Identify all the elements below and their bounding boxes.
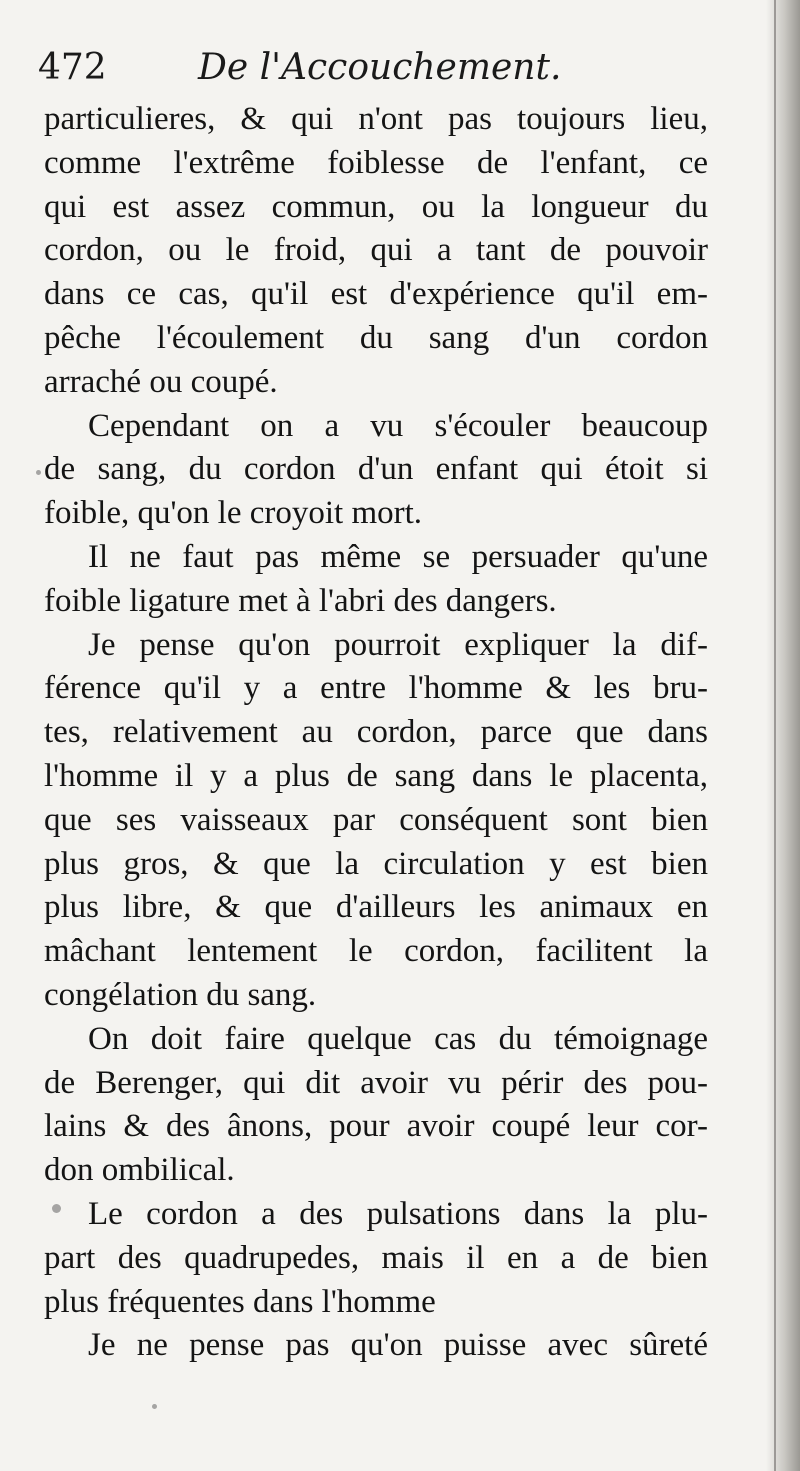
text-line: On doit faire quelque cas du témoignage — [88, 1020, 708, 1057]
text-line: lains & des ânons, pour avoir coupé leur cor- — [44, 1108, 708, 1145]
text-line: Je pense qu'on pourroit expliquer la dif- — [88, 626, 708, 663]
text-line: don ombilical. — [44, 1152, 235, 1189]
ink-speck — [52, 1204, 61, 1213]
text-line: arraché ou coupé. — [44, 363, 278, 400]
text-line: que ses vaisseaux par conséquent sont bien — [44, 801, 708, 838]
page-spine-shadow — [766, 0, 800, 1471]
text-line: qui est assez commun, ou la longueur du — [44, 188, 708, 225]
text-line: plus fréquentes dans l'homme — [44, 1283, 436, 1320]
text-line: mâchant lentement le cordon, facilitent la — [44, 933, 708, 970]
text-line: Cependant on a vu s'écouler beaucoup — [88, 407, 708, 444]
text-line: de sang, du cordon d'un enfant qui étoit si — [44, 451, 708, 488]
text-line: plus gros, & que la circulation y est bien — [44, 845, 708, 882]
text-line: plus libre, & que d'ailleurs les animaux en — [44, 889, 708, 926]
text-line: part des quadrupedes, mais il en a de bien — [44, 1239, 708, 1276]
text-line: de Berenger, qui dit avoir vu périr des pou- — [44, 1064, 708, 1101]
page-header — [38, 40, 718, 96]
text-line: pêche l'écoulement du sang d'un cordon — [44, 319, 708, 356]
text-line: Le cordon a des pulsations dans la plu- — [88, 1195, 708, 1232]
text-line: cordon, ou le froid, qui a tant de pouvoir — [44, 232, 708, 269]
running-title: De l'Accouchement. — [198, 47, 562, 88]
ink-speck — [36, 470, 41, 475]
text-line: l'homme il y a plus de sang dans le placenta, — [44, 757, 708, 794]
text-line: particulieres, & qui n'ont pas toujours lieu, — [44, 101, 708, 137]
text-line: foible, qu'on le croyoit mort. — [44, 495, 423, 532]
text-line: dans ce cas, qu'il est d'expérience qu'il em- — [44, 276, 708, 313]
text-line: férence qu'il y a entre l'homme & les bru- — [44, 670, 708, 707]
text-line: Il ne faut pas même se persuader qu'une — [88, 538, 708, 575]
text-line: Je ne pense pas qu'on puisse avec sûreté — [88, 1327, 708, 1364]
body-text — [44, 98, 708, 1368]
page-number: 472 — [38, 47, 107, 88]
ink-speck — [152, 1404, 157, 1409]
text-line: foible ligature met à l'abri des dangers. — [44, 582, 557, 619]
text-line: tes, relativement au cordon, parce que dans — [44, 714, 708, 751]
page-spine-edge — [774, 0, 776, 1471]
text-line: congélation du sang. — [44, 976, 317, 1013]
text-line: comme l'extrême foiblesse de l'enfant, ce — [44, 144, 708, 181]
